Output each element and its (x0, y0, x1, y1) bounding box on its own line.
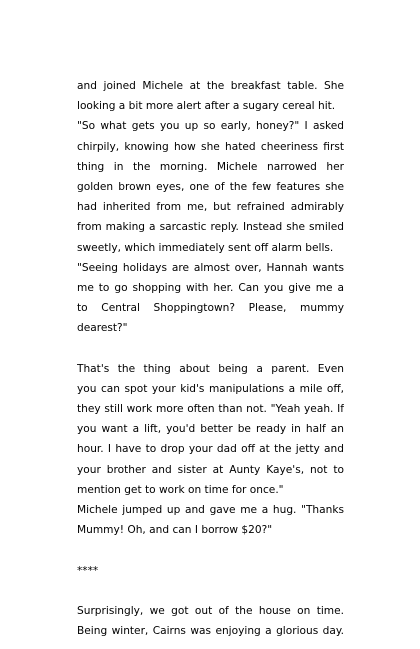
text-line: Being winter, Cairns was enjoying a glorious day. (77, 625, 344, 638)
text-line: sweetly, which immediately sent off alarm bells. (77, 241, 334, 254)
text-line: Mummy! Oh, and can I borrow $20?" (77, 524, 273, 537)
text-line: to Central Shoppingtown? Please, mummy (77, 302, 344, 315)
text-line: and joined Michele at the breakfast table. She (77, 80, 344, 92)
text-line: Surprisingly, we got out of the house on time. (77, 604, 344, 617)
text-line: "So what gets you up so early, honey?" I asked (77, 120, 344, 133)
text-line: thing in the morning. Michele narrowed her (77, 160, 344, 173)
text-line: they still work more often than not. "Yeah yeah. If (77, 403, 344, 415)
text-line: mention get to work on time for once." (77, 483, 284, 496)
body-text (77, 76, 344, 641)
blank-line (77, 581, 344, 601)
text-line: me to go shopping with her. Can you give me a (77, 281, 344, 294)
blank-line (77, 338, 344, 358)
text-line: looking a bit more alert after a sugary cereal hit. (77, 100, 336, 113)
text-line: your brother and sister at Aunty Kaye's, not to (77, 463, 344, 476)
text-line: Michele jumped up and gave me a hug. "Thanks (77, 503, 344, 516)
blank-line (77, 540, 344, 560)
text-line: chirpily, knowing how she hated cheeriness first (77, 140, 344, 153)
text-line: dearest?" (77, 322, 128, 335)
text-line: hour. I have to drop your dad off at the jetty and (77, 443, 344, 456)
text-line: you can spot your kid's manipulations a mile off, (77, 382, 344, 395)
text-line: "Seeing holidays are almost over, Hannah wants (77, 261, 344, 274)
text-line: golden brown eyes, one of the few features she (77, 180, 344, 193)
text-line: you want a lift, you'd better be ready in half an (77, 423, 344, 436)
text-line: **** (77, 564, 99, 577)
text-line: from making a sarcastic reply. Instead she smiled (77, 221, 344, 234)
text-line: That's the thing about being a parent. Even (77, 362, 344, 375)
text-line: had inherited from me, but refrained admirably (77, 201, 344, 214)
